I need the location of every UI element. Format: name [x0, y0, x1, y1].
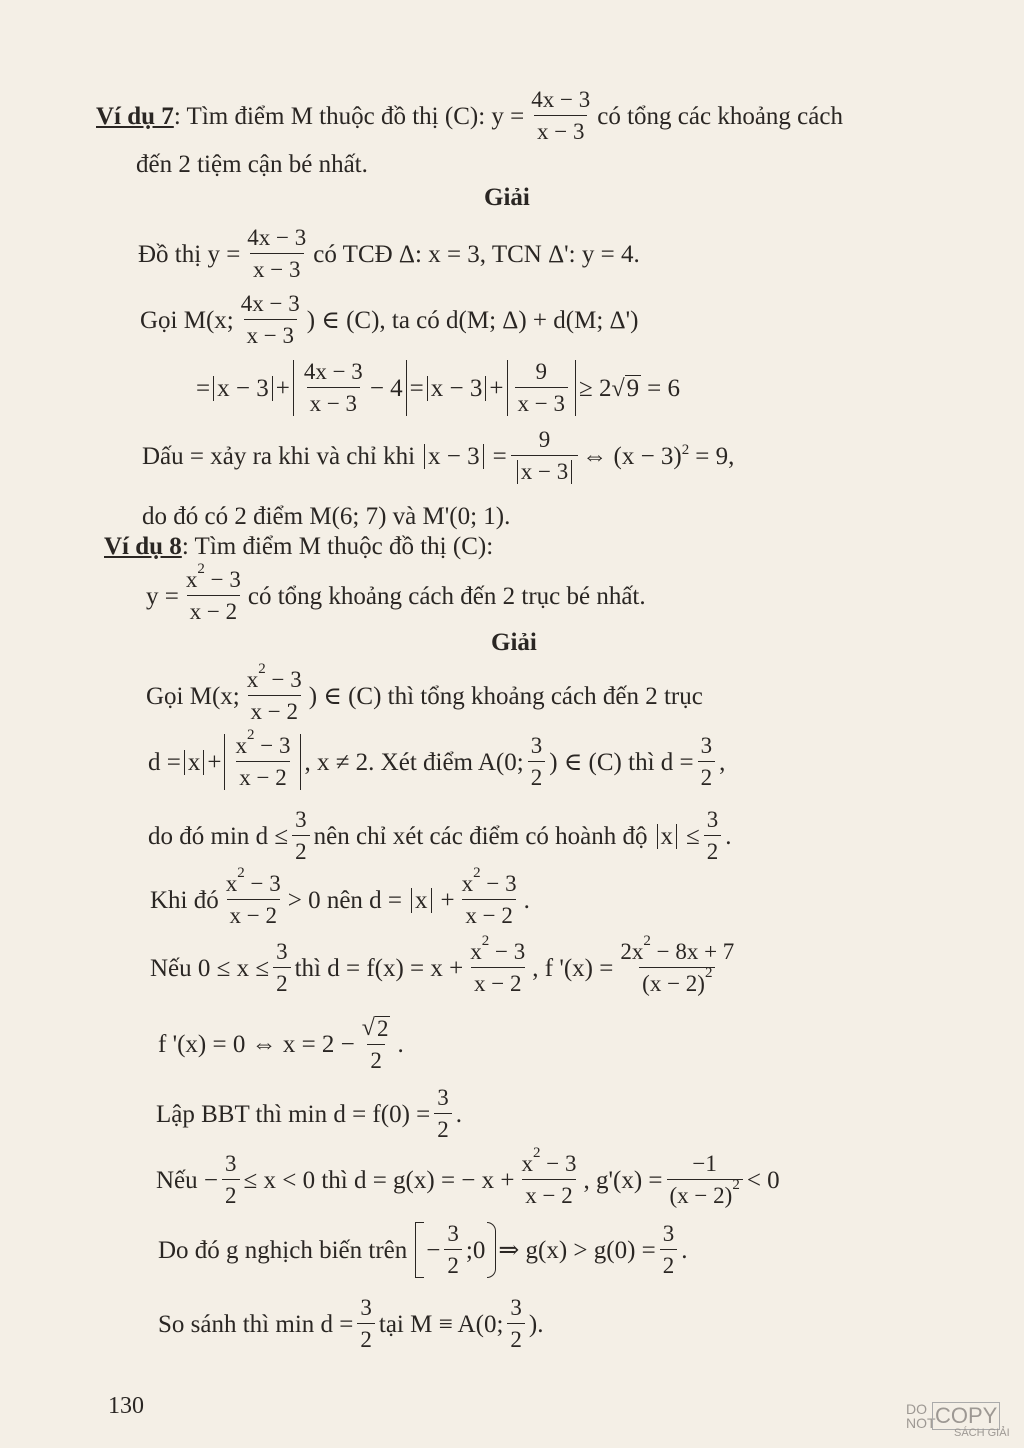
solution-heading: Giải: [491, 629, 537, 656]
ex7-step4: Dấu = xảy ra khi và chỉ khi x − 3 = $\frac{9}{x - 3}$ ⇔ (x − 3) $^2$ = 9,: [142, 427, 735, 485]
example7-statement: [96, 88, 843, 144]
ex8-line7: Lập BBT thì min d = f(0) = $\frac{3}{2}$ .: [156, 1085, 462, 1143]
ex8-line2: d = x + $\frac{x^2 - 3}{x - 2}$ , x ≠ 2. Xét điểm A(0; $\frac{3}{2}$ ) ∈ (C) thì d = $\frac{3}{2}$ ,: [148, 727, 726, 791]
ex8-line10: So sánh thì min d = $\frac{3}{2}$ tại M ≡ A(0; $\frac{3}{2}$ ).: [158, 1295, 544, 1353]
example8-statement: Ví dụ 8 : Tìm điểm M thuộc đồ thị (C):: [104, 533, 494, 560]
ex8-line9: Do đó g nghịch biến trên − $\frac{3}{2}$ ;0 ⇒ g(x) > g(0) = $\frac{3}{2}$ .: [158, 1221, 688, 1279]
ex8-line6: f '(x) = 0 ⇔ x = 2 − √ 2 2 .: [158, 1015, 404, 1074]
ex8-line5: Nếu 0 ≤ x ≤ $\frac{3}{2}$ thì d = f(x) = x + $\frac{x^2 - 3}{x - 2}$ , f '(x) = $\frac{2x^2 - 8x + 7}{(x - 2)^2}$: [150, 933, 735, 997]
ex8-line1: Gọi M(x; $\frac{x^2 - 3}{x - 2}$ ) ∈ (C) thì tổng khoảng cách đến 2 trục: [146, 661, 703, 725]
example8-function: y = $\frac{x^2 - 3}{x - 2}$ có tổng khoảng cách đến 2 trục bé nhất.: [146, 561, 646, 625]
example7-tail: có tổng các khoảng cách: [597, 102, 843, 130]
example8-label: Ví dụ 8: [104, 533, 182, 560]
fraction: $\frac{4x - 3}{x - 3}$: [531, 87, 591, 145]
ex7-step2: Gọi M(x; $\frac{4x - 3}{x - 3}$ ) ∈ (C), ta có d(M; Δ) + d(M; Δ'): [140, 291, 639, 349]
solution-heading: Giải: [484, 184, 530, 211]
watermark-logo: DO NOT COPY SÁCH GIẢI: [906, 1401, 1010, 1439]
example7-line2: đến 2 tiệm cận bé nhất.: [136, 151, 368, 178]
example7-intro: : Tìm điểm M thuộc đồ thị (C): y =: [173, 102, 525, 130]
ex8-line3: do đó min d ≤ $\frac{3}{2}$ nên chỉ xét các điểm có hoành độ x ≤ $\frac{3}{2}$ .: [148, 807, 732, 865]
ex7-step5: do đó có 2 điểm M(6; 7) và M'(0; 1).: [142, 503, 511, 530]
ex7-step3: = x − 3 + $\frac{4x - 3}{x - 3}$ − 4 = x − 3 + $\frac{9}{x - 3}$ ≥ 2 √ 9 = 6: [196, 359, 680, 417]
ex7-step1: Đồ thị y = $\frac{4x - 3}{x - 3}$ có TCĐ Δ: x = 3, TCN Δ': y = 4.: [138, 225, 640, 283]
ex8-line8: Nếu − $\frac{3}{2}$ ≤ x < 0 thì d = g(x) = − x + $\frac{x^2 - 3}{x - 2}$ , g'(x) = $\frac{-1}{(x - 2)^2}$ < 0: [156, 1145, 780, 1209]
page-number: 130: [108, 1393, 144, 1419]
example7-label: Ví dụ 7: [96, 102, 174, 130]
ex8-line4: Khi đó $\frac{x^2 - 3}{x - 2}$ > 0 nên d = x + $\frac{x^2 - 3}{x - 2}$ .: [150, 865, 530, 929]
